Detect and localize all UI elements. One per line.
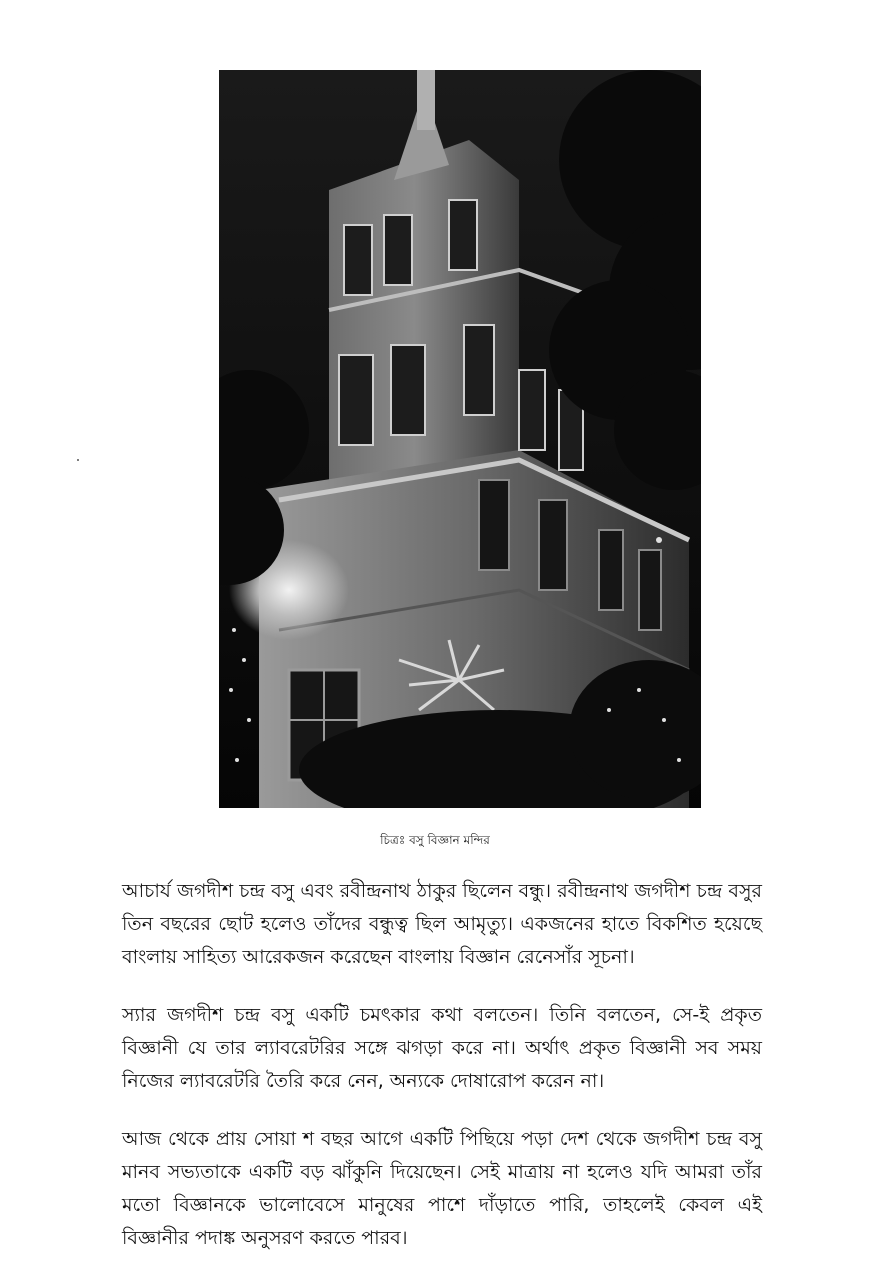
paragraph-laboratory-quote: স্যার জগদীশ চন্দ্র বসু একটি চমৎকার কথা বলতেন। তিনি বলতেন, সে-ই প্রকৃত বিজ্ঞানী যে তার ল্যাবরেটরির সঙ্গে ঝগড়া করে না। অর্থাৎ প্রকৃত বিজ্ঞানী সব সময় নিজের ল্যাবরেটরি তৈরি করে নেন, অন্যকে দোষারোপ করেন না।: [122, 1004, 762, 1092]
building-photo-drawing: [219, 70, 701, 808]
scan-speck: [77, 459, 79, 461]
building-photo: [219, 70, 701, 808]
paragraph-friendship: আচার্য জগদীশ চন্দ্র বসু এবং রবীন্দ্রনাথ ঠাকুর ছিলেন বন্ধু। রবীন্দ্রনাথ জগদীশ চন্দ্র বসুর তিন বছরের ছোট হলেও তাঁদের বন্ধুত্ব ছিল আমৃত্যু। একজনের হাতে বিকশিত হয়েছে বাংলায় সাহিত্য আরেকজন করেছেন বাংলায় বিজ্ঞান রেনেসাঁর সূচনা।: [122, 880, 762, 968]
paragraph-legacy: আজ থেকে প্রায় সোয়া শ বছর আগে একটি পিছিয়ে পড়া দেশ থেকে জগদীশ চন্দ্র বসু মানব সভ্যতাকে একটি বড় ঝাঁকুনি দিয়েছেন। সেই মাত্রায় না হলেও যদি আমরা তাঁর মতো বিজ্ঞানকে ভালোবেসে মানুষের পাশে দাঁড়াতে পারি, তাহলেই কেবল এই বিজ্ঞানীর পদাঙ্ক অনুসরণ করতে পারব।: [122, 1128, 762, 1249]
figure-caption: চিত্রঃ বসু বিজ্ঞান মন্দির: [380, 833, 490, 847]
